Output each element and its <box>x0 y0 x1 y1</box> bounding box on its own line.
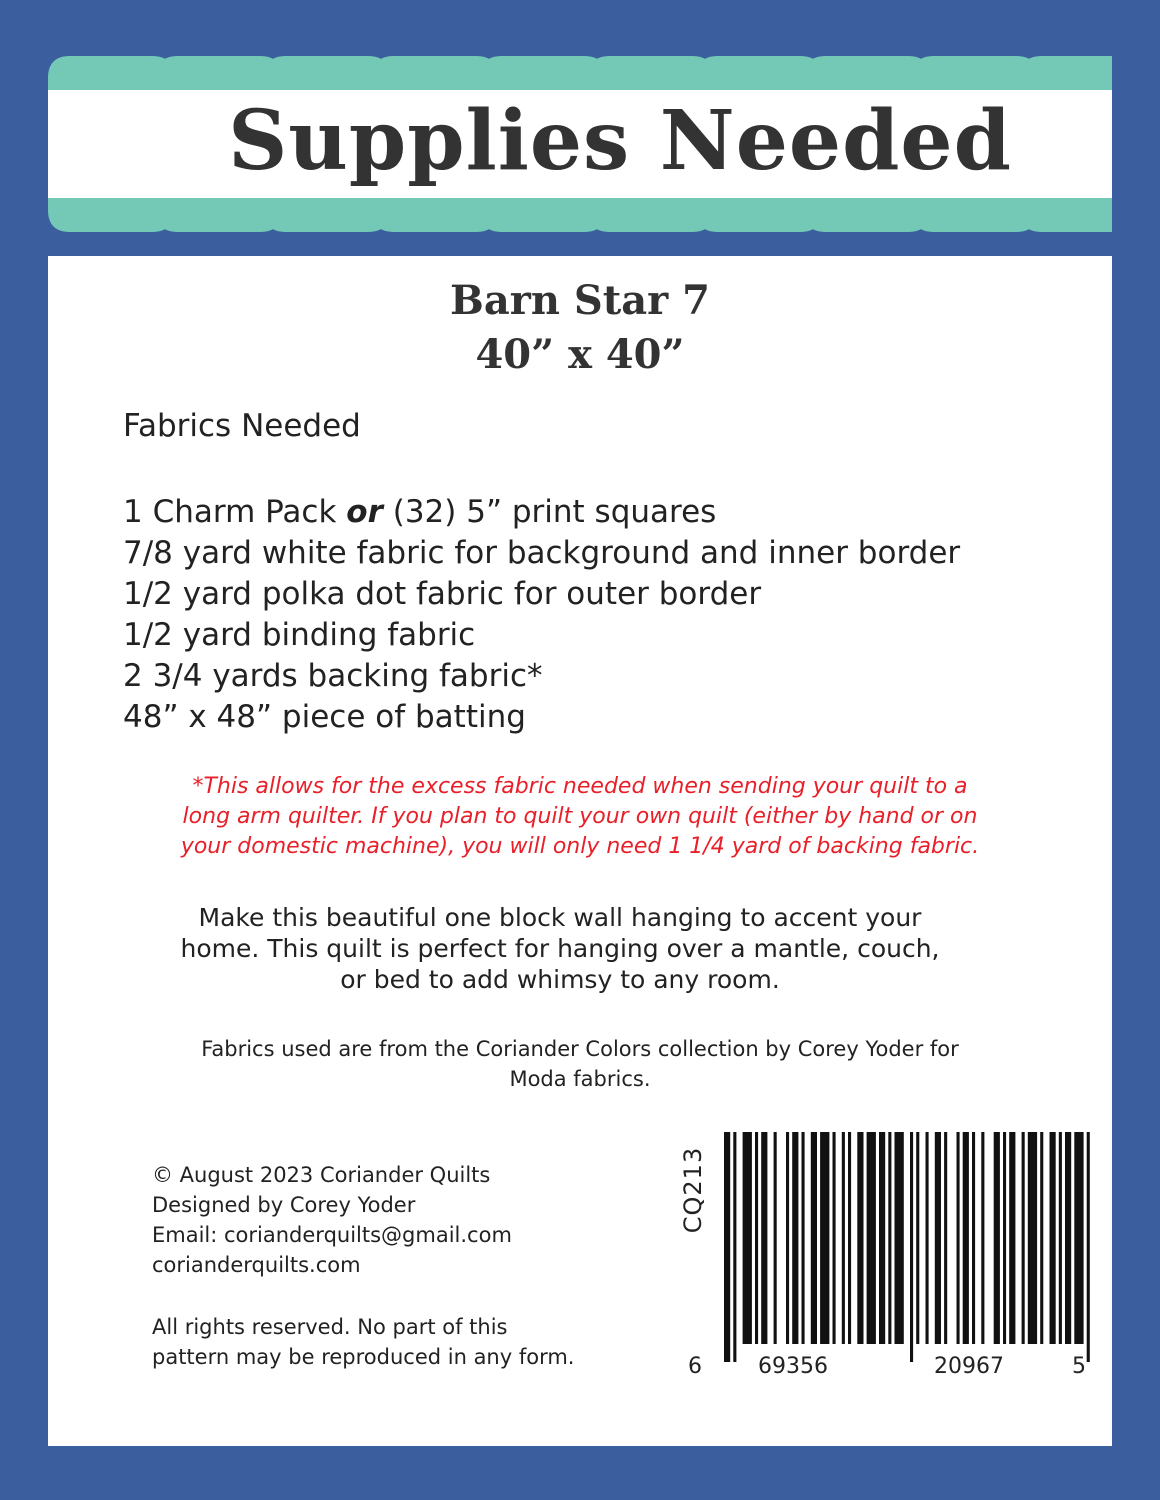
barcode-bar <box>895 1132 904 1344</box>
pattern-size: 40” x 40” <box>475 331 685 378</box>
content-panel <box>48 256 1112 1446</box>
barcode-bar <box>957 1132 960 1344</box>
supply-item-charm-pack: 1 Charm Pack or (32) 5” print squares <box>123 494 717 530</box>
barcode-group-2: 20967 <box>934 1354 1004 1379</box>
barcode-bar <box>910 1132 913 1362</box>
barcode-bar <box>1059 1132 1062 1344</box>
barcode-bar <box>774 1132 777 1344</box>
barcode-bar <box>761 1132 767 1344</box>
barcode-bar <box>972 1132 975 1344</box>
contact-info <box>152 1160 512 1280</box>
barcode-bar <box>786 1132 789 1344</box>
website: corianderquilts.com <box>152 1253 361 1277</box>
supply-item: 1/2 yard polka dot fabric for outer border <box>123 576 762 612</box>
barcode-bar <box>1074 1132 1083 1344</box>
barcode-bar <box>867 1132 876 1344</box>
or-emphasis: or <box>346 494 383 530</box>
barcode-bar <box>802 1132 805 1344</box>
barcode-bar <box>1040 1132 1043 1344</box>
pattern-name: Barn Star 7 <box>450 277 710 324</box>
scallop-border-top <box>48 56 1112 90</box>
supply-item: 2 3/4 yards backing fabric* <box>123 658 543 694</box>
sku-code: CQ213 <box>679 1146 707 1234</box>
barcode-bar <box>842 1132 845 1344</box>
fabric-credits: Fabrics used are from the Coriander Colors collection by Corey Yoder for Moda fabrics. <box>201 1037 959 1091</box>
barcode <box>720 1132 1096 1362</box>
barcode-bar <box>888 1132 891 1344</box>
barcode-bar <box>755 1132 758 1344</box>
backing-note: *This allows for the excess fabric needed when sending your quilt to a long arm quilter. If you plan to quilt your own quilt (either by hand or on your domestic machine), you will only need 1 1/4 yard of backing fabric. <box>180 774 980 859</box>
designer: Designed by Corey Yoder <box>152 1193 416 1217</box>
barcode-digit-last: 5 <box>1072 1354 1086 1379</box>
scallop-border-bottom <box>48 198 1112 232</box>
barcode-bar <box>879 1132 885 1344</box>
barcode-bar <box>857 1132 863 1344</box>
barcode-bar <box>994 1132 1000 1344</box>
barcode-bar <box>743 1132 752 1344</box>
pattern-description: Make this beautiful one block wall hanging to accent your home. This quilt is perfect for hanging over a mantle, couch, or bed to add whimsy to any room. <box>180 903 940 994</box>
barcode-bar <box>1087 1132 1090 1362</box>
barcode-bar <box>811 1132 817 1344</box>
barcode-bar <box>733 1132 736 1362</box>
barcode-bar <box>820 1132 829 1344</box>
barcode-group-1: 69356 <box>758 1354 828 1379</box>
rights-notice: All rights reserved. No part of this pattern may be reproduced in any form. <box>152 1315 575 1369</box>
supply-list <box>123 492 960 738</box>
barcode-bar <box>792 1132 798 1344</box>
barcode-bar <box>1003 1132 1006 1344</box>
supply-item: 48” x 48” piece of batting <box>123 699 526 735</box>
barcode-bar <box>981 1132 984 1344</box>
barcode-bar <box>963 1132 969 1344</box>
barcode-bar <box>926 1132 929 1344</box>
barcode-bar <box>1065 1132 1071 1344</box>
barcode-digits <box>688 1354 1098 1384</box>
barcode-digit-first: 6 <box>688 1354 702 1379</box>
barcode-bar <box>724 1132 730 1362</box>
copyright: © August 2023 Coriander Quilts <box>152 1163 491 1187</box>
barcode-bar <box>1050 1132 1056 1344</box>
barcode-bar <box>1009 1132 1015 1344</box>
barcode-bar <box>935 1132 941 1344</box>
barcode-bar <box>1022 1132 1025 1344</box>
page-title: Supplies Needed <box>228 93 1012 189</box>
barcode-bar <box>944 1132 947 1344</box>
supply-item: 7/8 yard white fabric for background and inner border <box>123 535 961 571</box>
supply-item: 1/2 yard binding fabric <box>123 617 476 653</box>
barcode-bar <box>1028 1132 1037 1344</box>
barcode-bar <box>833 1132 836 1344</box>
barcode-bar <box>916 1132 919 1344</box>
barcode-bar <box>848 1132 851 1344</box>
email: Email: corianderquilts@gmail.com <box>152 1223 512 1247</box>
fabrics-heading: Fabrics Needed <box>123 408 361 444</box>
